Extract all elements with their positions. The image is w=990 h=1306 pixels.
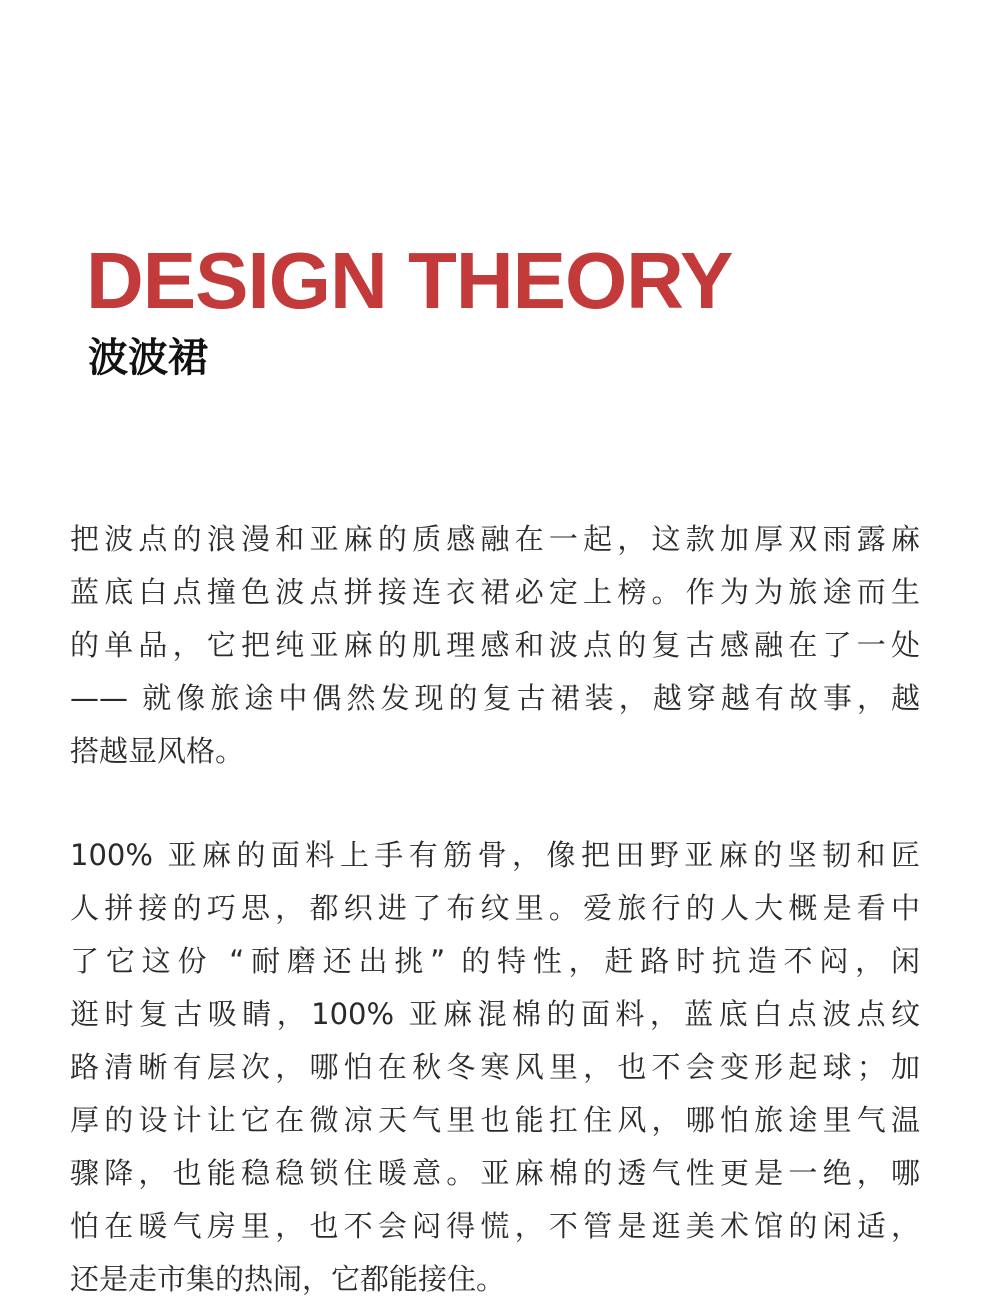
paragraph-line: 的单品，它把纯亚麻的肌理感和波点的复古感融在了一处 <box>70 628 920 662</box>
paragraph-line: 路清晰有层次，哪怕在秋冬寒风里，也不会变形起球；加 <box>70 1050 920 1084</box>
paragraph-line: 逛时复古吸睛，100% 亚麻混棉的面料，蓝底白点波点纹 <box>70 997 920 1031</box>
paragraph-line: 了它这份 “耐磨还出挑” 的特性，赶路时抗造不闷，闲 <box>70 944 920 978</box>
paragraph-line: 搭越显风格。 <box>70 734 245 768</box>
paragraph-line: 怕在暖气房里，也不会闷得慌，不管是逛美术馆的闲适， <box>70 1209 920 1243</box>
paragraph-line: 厚的设计让它在微凉天气里也能扛住风，哪怕旅途里气温 <box>70 1103 920 1137</box>
heading-title: DESIGN THEORY <box>86 236 733 325</box>
paragraph-line: 还是走市集的热闹，它都能接住。 <box>70 1262 506 1296</box>
paragraph-line: 人拼接的巧思，都织进了布纹里。爱旅行的人大概是看中 <box>70 891 920 925</box>
paragraph-fabric <box>70 829 920 1306</box>
paragraph-line: 骤降，也能稳稳锁住暖意。亚麻棉的透气性更是一绝，哪 <box>70 1156 920 1190</box>
paragraph-intro <box>70 513 920 778</box>
subheading-title: 波波裙 <box>88 335 208 381</box>
paragraph-line: 100% 亚麻的面料上手有筋骨，像把田野亚麻的坚韧和匠 <box>70 838 920 872</box>
paragraph-line: —— 就像旅途中偶然发现的复古裙装，越穿越有故事，越 <box>70 681 920 715</box>
paragraph-line: 把波点的浪漫和亚麻的质感融在一起，这款加厚双雨露麻 <box>70 522 920 556</box>
paragraph-line: 蓝底白点撞色波点拼接连衣裙必定上榜。作为为旅途而生 <box>70 575 920 609</box>
